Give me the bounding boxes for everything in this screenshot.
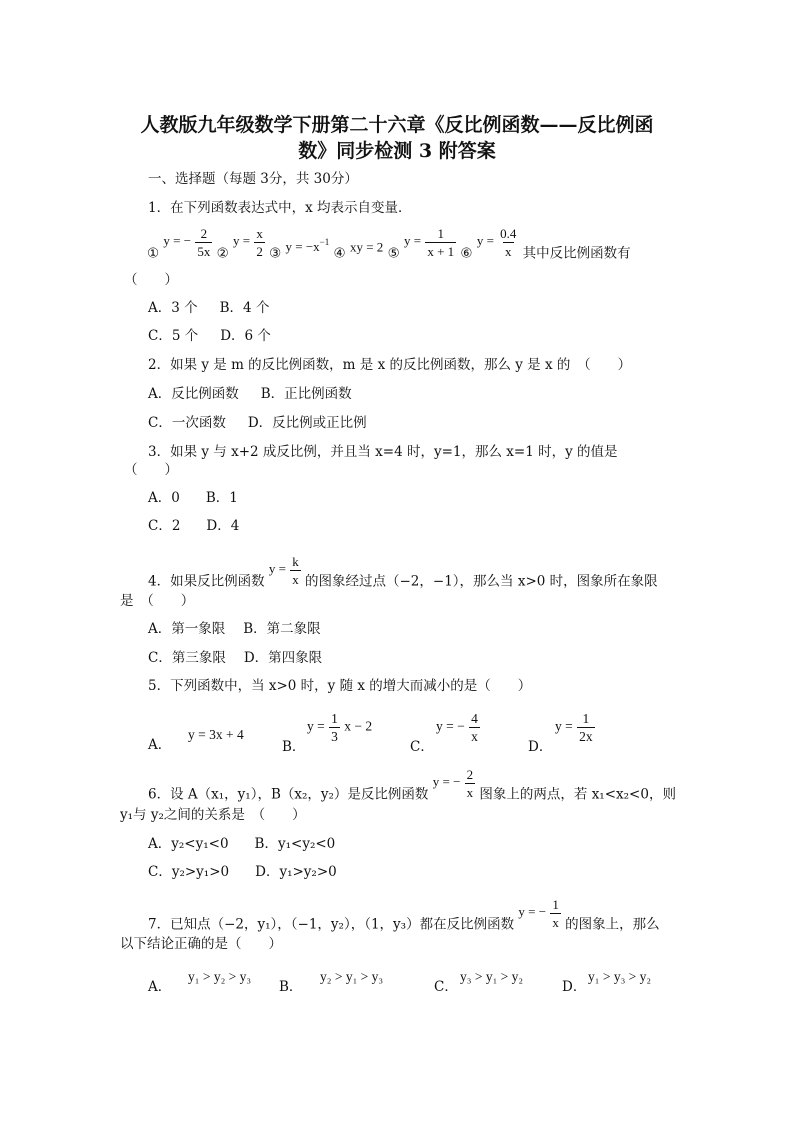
q7-stem-row xyxy=(148,896,660,932)
q5-option-a: A． xyxy=(148,737,172,753)
q7-option-d-formula: y₁ > y₃ > y₂ xyxy=(588,969,652,984)
q6-option-a: A．y₂<y₁<0 xyxy=(148,836,229,852)
q7-stem-b: 的图象上，那么 xyxy=(565,916,660,933)
q7-option-c-formula: y₃ > y₁ > y₂ xyxy=(460,969,524,984)
q1-formula-3: $y = -x^{-1}$ xyxy=(285,237,330,255)
q4-options-row-2 xyxy=(148,649,322,667)
q1-formula-2-frac: $\frac{x}{2}$ xyxy=(256,226,263,259)
q1-formula-6: y = $\frac{0.4}{x}$ xyxy=(476,226,517,259)
q4-stem-a: 4．如果反比例函数 xyxy=(148,573,265,590)
q6-formula-frac: $\frac{2}{x}$ xyxy=(466,767,474,800)
q7-stem-a: 7．已知点（−2，y₁），（−1，y₂），（1，y₃）都在反比例函数 xyxy=(148,916,515,933)
q7-formula-frac: $\frac{1}{x}$ xyxy=(552,897,559,930)
q1-stem: 1．在下列函数表达式中，x 均表示自变量． xyxy=(148,200,412,216)
q3-option-a: A．0 xyxy=(148,490,180,506)
q1-tail: 其中反比例函数有 xyxy=(522,245,631,262)
q5-option-d-formula: y = $\frac{1}{2x}$ xyxy=(555,711,593,744)
q1-formula-6-frac: $\frac{0.4}{x}$ xyxy=(500,226,517,259)
q3-option-c: C．2 xyxy=(148,518,181,534)
q6-option-b: B．y₁<y₂<0 xyxy=(254,836,336,852)
q5-stem: 5．下列函数中，当 x>0 时，y 随 x 的增大而减小的是（ ） xyxy=(148,678,532,694)
q1-option-b: B．4 个 xyxy=(219,300,270,316)
q1-option-d: D．6 个 xyxy=(220,328,271,344)
document-title xyxy=(110,112,684,164)
q3-option-d: D．4 xyxy=(206,518,240,534)
q5-option-c-formula: y = − $\frac{4}{x}$ xyxy=(436,711,478,744)
q1-options-row-2 xyxy=(148,327,271,345)
q4-formula: y = $\frac{k}{x}$ xyxy=(268,554,299,587)
q1-option-c: C．5 个 xyxy=(148,328,199,344)
q6-options-row-2 xyxy=(148,863,337,881)
q2-options-row-1 xyxy=(148,385,352,403)
q7-stem-c: 以下结论正确的是（ ） xyxy=(120,936,282,952)
q5-option-b: B． xyxy=(282,739,306,755)
q1-option-a: A．3 个 xyxy=(148,300,198,316)
q1-mark-6: ⑥ xyxy=(460,245,473,262)
q6-option-c: C．y₂>y₁>0 xyxy=(148,864,230,880)
q6-stem-a: 6．设 A（x₁，y₁），B（x₂，y₂）是反比例函数 xyxy=(148,786,429,803)
q5-option-c: C． xyxy=(410,739,434,755)
q3-options-row-2 xyxy=(148,517,239,535)
q2-options-row-2 xyxy=(148,414,367,432)
q2-option-c: C．一次函数 xyxy=(148,415,226,431)
q7-option-a-formula: y₁ > y₂ > y₃ xyxy=(188,969,252,984)
q4-option-b: B．第二象限 xyxy=(243,621,321,637)
q7-formula: y = − $\frac{1}{x}$ xyxy=(518,897,559,930)
q1-mark-2: ② xyxy=(216,245,229,262)
q1-formula-4: xy = 2 xyxy=(349,239,384,255)
q5-option-d-frac: $\frac{1}{2x}$ xyxy=(579,711,593,744)
q2-stem: 2．如果 y 是 m 的反比例函数，m 是 x 的反比例函数，那么 y 是 x 的 （ ） xyxy=(148,357,632,373)
q4-options-row-1 xyxy=(148,620,321,638)
q4-option-a: A．第一象限 xyxy=(148,621,226,637)
q7-option-a: A． xyxy=(148,979,172,995)
q6-stem-b: 图象上的两点，若 x₁<x₂<0，则 xyxy=(479,786,676,803)
q5-option-a-formula: y = 3x + 4 xyxy=(188,727,244,742)
section-heading: 一、选择题（每题 3分，共 30分） xyxy=(148,171,358,187)
title-line-2: 数》同步检测 3 附答案 xyxy=(298,140,496,162)
q6-option-d: D．y₁>y₂>0 xyxy=(255,864,337,880)
q1-formula-5-frac: $\frac{1}{x + 1}$ xyxy=(427,226,455,259)
q1-formula-2: y = $\frac{x}{2}$ xyxy=(232,226,263,259)
q1-mark-3: ③ xyxy=(269,245,282,262)
q1-formula-1: y = − $\frac{2}{5x}$ xyxy=(163,226,211,259)
q1-formula-5: y = $\frac{1}{x + 1}$ xyxy=(403,226,455,259)
q6-options-row-1 xyxy=(148,835,335,853)
q5-option-d: D． xyxy=(528,739,553,755)
q1-options-row-1 xyxy=(148,299,269,317)
q1-formula-row xyxy=(147,225,631,261)
q6-stem-row xyxy=(148,766,676,802)
q3-paren: （ ） xyxy=(124,462,178,478)
q3-options-row-1 xyxy=(148,489,238,507)
q2-option-d: D．反比例或正比例 xyxy=(247,415,367,431)
q6-formula: y = − $\frac{2}{x}$ xyxy=(432,767,474,800)
q2-option-b: B．正比例函数 xyxy=(260,386,352,402)
q7-option-b-formula: y₂ > y₁ > y₃ xyxy=(320,969,384,984)
q6-stem-c: y₁与 y₂之间的关系是 （ ） xyxy=(120,807,306,823)
q1-paren: （ ） xyxy=(124,272,178,288)
q7-option-d: D． xyxy=(562,979,587,995)
q1-mark-1: ① xyxy=(147,245,160,262)
q4-option-d: D．第四象限 xyxy=(243,650,323,666)
q5-option-c-frac: $\frac{4}{x}$ xyxy=(471,711,478,744)
q5-option-b-frac: $\frac{1}{3}$ xyxy=(331,711,338,744)
q2-option-a: A．反比例函数 xyxy=(148,386,239,402)
q4-option-c: C．第三象限 xyxy=(148,650,226,666)
q1-formula-1-frac: $\frac{2}{5x}$ xyxy=(197,226,211,259)
q3-stem: 3．如果 y 与 x+2 成反比例，并且当 x=4 时，y=1，那么 x=1 时，y 的值是 xyxy=(148,444,618,460)
q3-option-b: B．1 xyxy=(205,490,238,506)
q4-stem-c: 是 （ ） xyxy=(120,593,195,609)
q5-option-b-formula: y = $\frac{1}{3}$ x − 2 xyxy=(307,711,373,744)
q4-stem-row xyxy=(148,553,658,589)
q7-option-b: B． xyxy=(279,979,303,995)
q4-formula-frac: $\frac{k}{x}$ xyxy=(292,554,299,587)
q1-mark-4: ④ xyxy=(333,245,346,262)
q7-option-c: C． xyxy=(434,979,458,995)
q4-stem-b: 的图象经过点（−2，−1），那么当 x>0 时，图象所在象限 xyxy=(304,573,658,590)
title-line-1: 人教版九年级数学下册第二十六章《反比例函数——反比例函 xyxy=(140,114,654,136)
q1-mark-5: ⑤ xyxy=(387,245,400,262)
